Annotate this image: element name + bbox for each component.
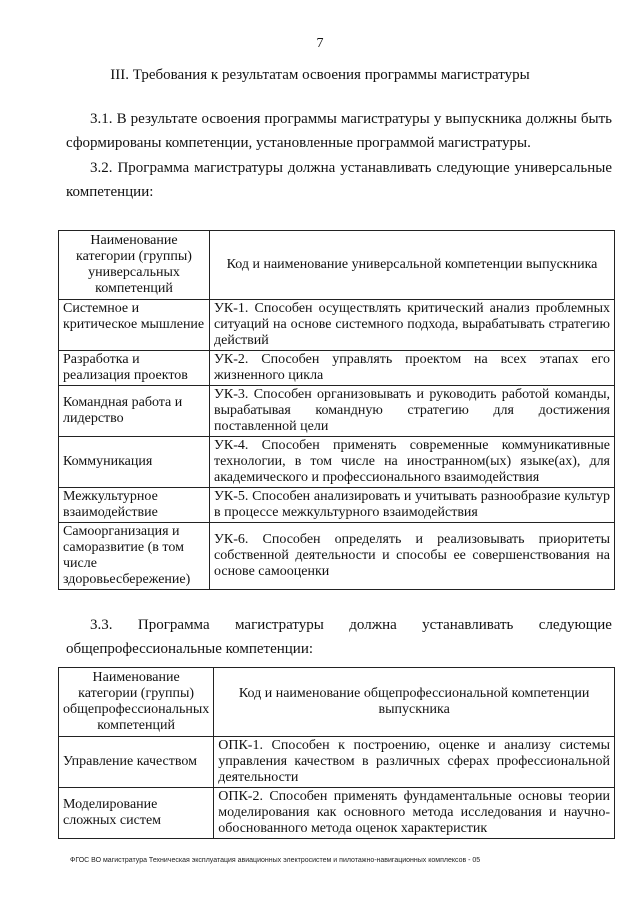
word: устанавливать — [422, 617, 514, 633]
competence-cell: УК-6. Способен определять и реализовывать приоритеты собственной деятельности и способы ее совершенствования на основе самооценки — [210, 523, 615, 590]
paragraph-3-3-first-line — [66, 613, 612, 637]
category-cell: Межкультурное взаимодействие — [59, 488, 210, 523]
header-competence-cell: Код и наименование универсальной компетенции выпускника — [210, 231, 615, 300]
category-cell: Моделирование сложных систем — [59, 788, 214, 839]
table-row — [59, 737, 615, 788]
category-cell: Системное и критическое мышление — [59, 300, 210, 351]
competence-cell: УК-3. Способен организовывать и руководить работой команды, вырабатывая командную стратегию для достижения поставленной цели — [210, 386, 615, 437]
category-cell: Управление качеством — [59, 737, 214, 788]
table-row — [59, 300, 615, 351]
category-cell: Разработка и реализация проектов — [59, 351, 210, 386]
word: должна — [349, 617, 397, 633]
category-cell: Коммуникация — [59, 437, 210, 488]
table-row — [59, 437, 615, 488]
table-row — [59, 523, 615, 590]
header-category-cell: Наименование категории (группы) общепрофессиональных компетенций — [59, 668, 214, 737]
competence-cell: УК-5. Способен анализировать и учитывать разнообразие культур в процессе межкультурного взаимодействия — [210, 488, 615, 523]
header-competence-cell: Код и наименование общепрофессиональной компетенции выпускника — [214, 668, 615, 737]
table-header-row — [59, 668, 615, 737]
competence-cell: УК-2. Способен управлять проектом на всех этапах его жизненного цикла — [210, 351, 615, 386]
paragraph-3-3 — [66, 613, 612, 661]
competence-cell: УК-1. Способен осуществлять критический анализ проблемных ситуаций на основе системного подхода, вырабатывать стратегию действий — [210, 300, 615, 351]
paragraph-3-2: 3.2. Программа магистратуры должна устанавливать следующие универсальные компетенции: — [66, 160, 612, 200]
word: следующие — [538, 617, 612, 633]
word: Программа — [137, 617, 210, 633]
header-category-cell: Наименование категории (группы) универсальных компетенций — [59, 231, 210, 300]
table-row — [59, 788, 615, 839]
category-cell: Командная работа и лидерство — [59, 386, 210, 437]
universal-competencies-table — [58, 230, 615, 590]
category-cell: Самоорганизация и саморазвитие (в том числе здоровьесбережение) — [59, 523, 210, 590]
section-title: III. Требования к результатам освоения программы магистратуры — [110, 67, 530, 83]
competence-cell: ОПК-1. Способен к построению, оценке и анализу системы управления качеством в различных сферах профессиональной деятельности — [214, 737, 615, 788]
table-row — [59, 386, 615, 437]
word: 3.3. — [90, 617, 113, 633]
page-number: 7 — [316, 36, 324, 51]
table-header-row — [59, 231, 615, 300]
competence-cell: ОПК-2. Способен применять фундаментальные основы теории моделирования как основного метода исследования и научно-обоснованного метода оценок характеристик — [214, 788, 615, 839]
paragraph-3-1: 3.1. В результате освоения программы магистратуры у выпускника должны быть сформированы компетенции, установленные программой магистратуры. — [66, 111, 612, 151]
paragraph-3-3-second-line: общепрофессиональные компетенции: — [66, 641, 314, 657]
word: магистратуры — [235, 617, 324, 633]
general-professional-competencies-table — [58, 667, 615, 839]
table-row — [59, 351, 615, 386]
page-footer: ФГОС ВО магистратура Техническая эксплуатация авиационных электросистем и пилотажно-навигационных комплексов - 05 — [70, 857, 481, 864]
competence-cell: УК-4. Способен применять современные коммуникативные технологии, в том числе на иностранном(ых) языке(ах), для академического и профессионального взаимодействия — [210, 437, 615, 488]
table-row — [59, 488, 615, 523]
